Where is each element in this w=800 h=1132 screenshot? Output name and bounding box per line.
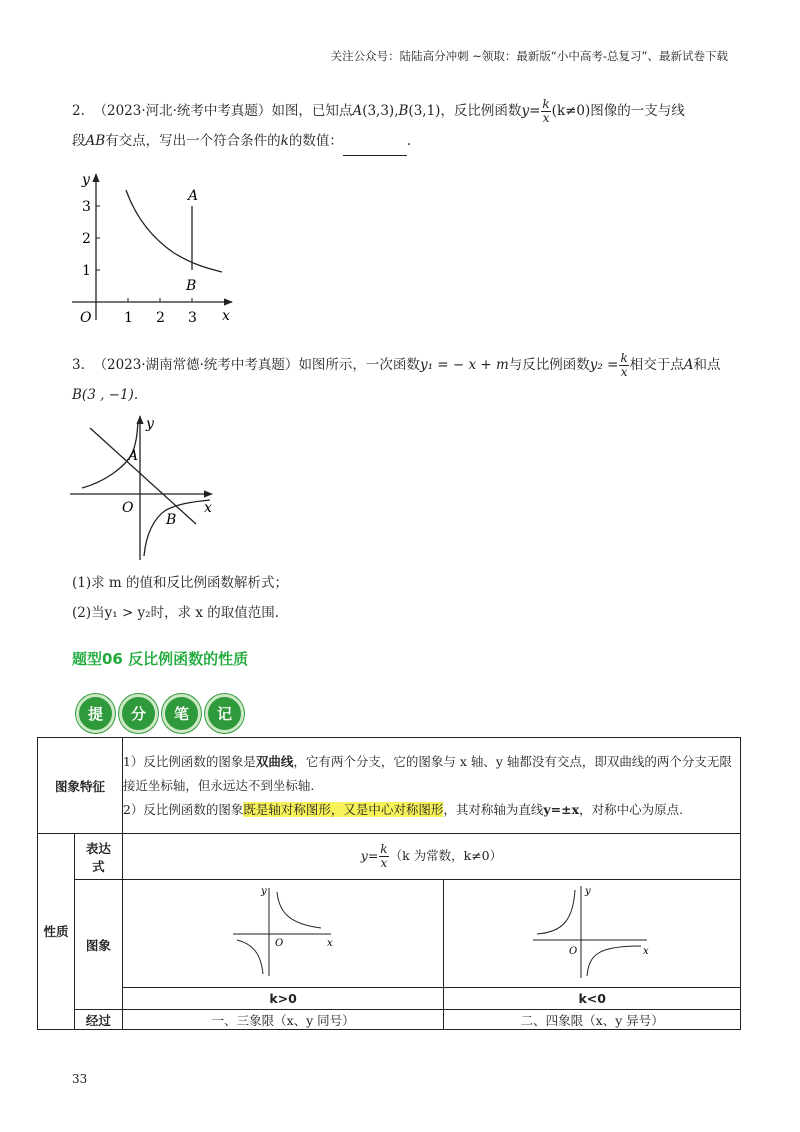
expr-fraction (379, 843, 388, 870)
q2-frac-den: x (542, 111, 550, 125)
q2-line2-a: 段 (72, 133, 86, 149)
row-quadrants (38, 1010, 741, 1030)
small-o: O (569, 946, 578, 957)
q2-line2-b: 有交点，写出一个符合条件的 (105, 133, 281, 149)
badge-fen: 分 (119, 694, 158, 733)
badge-bi: 笔 (162, 694, 201, 733)
x-label: x (222, 308, 230, 324)
row-graph (38, 880, 741, 988)
graph-features-desc (122, 738, 740, 834)
q2-k-var: k (280, 133, 289, 149)
q3-text-d: 和点 (693, 357, 721, 373)
y-tick-label-1: 1 (82, 263, 91, 279)
x-tick-label-3: 3 (188, 310, 197, 326)
feature-2-a: 2）反比例函数的图象 (122, 801, 244, 817)
question-source: （2023·湖南常德·统考中考真题） (93, 357, 299, 373)
q2-coord-a: (3,3) (362, 103, 395, 119)
pass-k-negative: 二、四象限（x、y 异号） (444, 1010, 741, 1030)
q2-line2-c: 的数值： (288, 133, 343, 149)
point-b-label: B (166, 512, 177, 528)
label-graph: 图象 (74, 880, 122, 1010)
q3-frac-num: k (620, 351, 628, 365)
k-positive-label: k>0 (122, 988, 444, 1010)
branch-q2 (537, 890, 575, 934)
x-tick-label-1: 1 (124, 310, 133, 326)
question-3-line-1 (72, 350, 720, 380)
row-label-properties: 性质 (38, 834, 75, 1030)
q3-text-c: 相交于点 (629, 357, 684, 373)
origin-label: O (80, 310, 92, 326)
linear-function-line (90, 428, 196, 524)
small-o: O (275, 938, 284, 949)
point-a-label: A (128, 448, 139, 464)
q2-fraction (541, 98, 550, 125)
q2-condition: (k≠0) (551, 103, 591, 119)
q3-text-a: 如图所示，一次函数 (298, 357, 420, 373)
q2-point-b: B (398, 103, 409, 119)
q3-frac-den: x (620, 365, 628, 379)
small-x: x (643, 946, 649, 957)
question-source: （2023·河北·统考中考真题） (93, 103, 272, 119)
expression-cell (122, 834, 740, 880)
page-header: 关注公众号：陆陆高分冲刺 ~领取：最新版“小中高考-总复习”、最新试卷下载 (330, 49, 728, 63)
feature-2-b: ，其对称轴为直线 (443, 801, 544, 817)
row-graph-features (38, 738, 741, 834)
expr-y: y (360, 848, 368, 863)
graph-2 (64, 412, 224, 562)
q3-fraction (619, 352, 628, 379)
hyperbola-branch (126, 190, 222, 272)
y-tick-label-2: 2 (82, 231, 91, 247)
branch-q3 (237, 940, 263, 974)
q3-part-2: (2)当y₁ > y₂时，求 x 的取值范围. (72, 605, 280, 621)
expr-note: （k 为常数，k≠0） (389, 848, 503, 863)
question-2-line-1 (72, 96, 685, 126)
section-title: 题型06 反比例函数的性质 (72, 650, 249, 668)
hyperbola-branch-lower (144, 500, 210, 556)
point-a-label: A (188, 188, 199, 204)
question-3 (72, 350, 720, 410)
answer-blank (343, 141, 407, 156)
feature-2-bold: y=±x (543, 801, 580, 817)
q2-end: . (406, 133, 412, 149)
graph-1 (64, 168, 244, 328)
feature-2-highlight: 既是轴对称图形，又是中心对称图形 (243, 801, 444, 817)
feature-point-1 (123, 750, 740, 798)
badge-ti: 提 (76, 694, 115, 733)
properties-table (37, 737, 741, 1030)
q2-text-b: ，反比例函数 (440, 103, 522, 119)
q3-inverse-fn: y₂ = (589, 357, 619, 373)
y-label: y (146, 416, 154, 432)
feature-1-a: 1）反比例函数的图象是 (122, 753, 256, 769)
q2-frac-num: k (542, 97, 550, 111)
question-number: 2. (72, 103, 85, 119)
q2-eq: = (529, 103, 541, 119)
pass-k-positive: 一、三象限（x、y 同号） (122, 1010, 444, 1030)
y-tick-label-3: 3 (82, 199, 91, 215)
x-tick-label-2: 2 (156, 310, 165, 326)
label-pass-through: 经过 (74, 1010, 122, 1030)
small-y: y (585, 886, 591, 897)
x-label: x (204, 500, 212, 516)
question-2-line-2 (72, 126, 685, 156)
graph-k-negative-svg (527, 882, 657, 982)
y-label: y (82, 172, 90, 188)
small-y: y (261, 886, 267, 897)
expr-eq: = (367, 848, 379, 863)
row-expression (38, 834, 741, 880)
q2-text-c: 图像的一支与线 (590, 103, 685, 119)
question-3-parts (72, 568, 288, 628)
row-k-sign (38, 988, 741, 1010)
q2-sep: , (394, 103, 399, 119)
q3-point-a: A (683, 357, 694, 373)
label-expression: 表达式 (74, 834, 122, 880)
k-negative-label: k<0 (444, 988, 741, 1010)
feature-2-c: ，对称中心为原点. (579, 801, 684, 817)
point-b-label: B (186, 278, 197, 294)
q3-linear-fn: y₁ = − x + m (419, 357, 509, 373)
origin-label: O (122, 500, 134, 516)
badge-ji: 记 (205, 694, 244, 733)
note-badges (76, 694, 244, 733)
q2-coord-b: (3,1) (408, 103, 441, 119)
feature-1-b: ，它有两个分支，它的图象与 x 轴、y 轴都没有交点，即双曲线的两个分支无限接近坐标轴，但永远达不到坐标轴. (122, 753, 732, 793)
question-2 (72, 96, 685, 156)
q2-point-a: A (352, 103, 363, 119)
page-number: 33 (72, 1072, 88, 1086)
expr-frac-num: k (380, 842, 388, 856)
graph-k-negative (444, 880, 741, 988)
expr-frac-den: x (380, 856, 388, 870)
q2-fn-y: y (521, 103, 530, 119)
q2-segment: AB (85, 133, 106, 149)
graph-k-positive (122, 880, 444, 988)
branch-q1 (277, 892, 321, 928)
row-label-graph-features: 图象特征 (38, 738, 123, 834)
q2-text-a: 如图，已知点 (271, 103, 353, 119)
question-3-line-2: B(3 , −1). (72, 387, 139, 403)
q3-text-b: 与反比例函数 (508, 357, 590, 373)
feature-point-2 (123, 798, 740, 822)
small-x: x (327, 938, 333, 949)
q3-part-1: (1)求 m 的值和反比例函数解析式； (72, 575, 289, 591)
graph-k-positive-svg (223, 882, 343, 982)
branch-q4 (587, 946, 641, 976)
feature-1-bold: 双曲线 (255, 753, 294, 769)
question-number: 3. (72, 357, 85, 373)
